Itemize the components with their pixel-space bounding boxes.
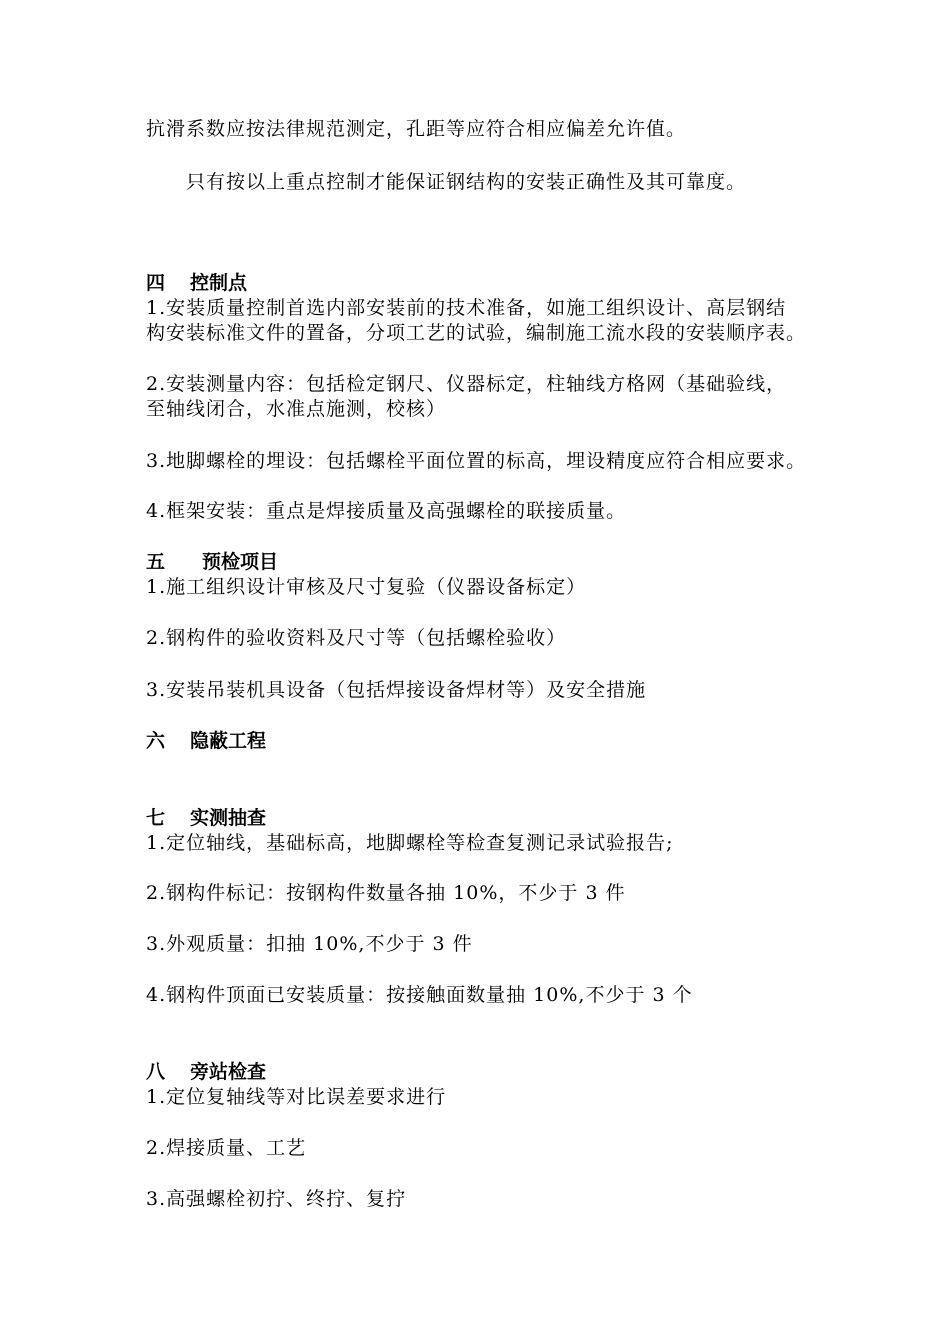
section-7-item-1: 1.定位轴线，基础标高，地脚螺栓等检查复测记录试验报告; xyxy=(146,832,674,854)
section-heading-7 xyxy=(146,806,266,830)
section-4-item-3: 3.地脚螺栓的埋设：包括螺栓平面位置的标高，埋设精度应符合相应要求。 xyxy=(146,450,807,472)
section-title: 预检项目 xyxy=(202,551,279,573)
section-7-item-2: 2.钢构件标记：按钢构件数量各抽 10%，不少于 3 件 xyxy=(146,882,626,904)
section-5-item-3: 3.安装吊装机具设备（包括焊接设备焊材等）及安全措施 xyxy=(146,679,647,701)
section-number: 五 xyxy=(146,551,166,573)
section-number: 四 xyxy=(146,272,166,294)
intro-line-2: 只有按以上重点控制才能保证钢结构的安装正确性及其可靠度。 xyxy=(186,171,747,193)
section-5-item-1: 1.施工组织设计审核及尺寸复验（仪器设备标定） xyxy=(146,576,587,598)
section-heading-8 xyxy=(146,1060,266,1084)
section-number: 七 xyxy=(146,807,166,829)
section-7-item-3: 3.外观质量：扣抽 10%,不少于 3 件 xyxy=(146,933,473,955)
section-heading-4 xyxy=(146,271,247,295)
section-8-item-2: 2.焊接质量、工艺 xyxy=(146,1137,307,1159)
section-4-item-2a: 2.安装测量内容：包括检定钢尺、仪器标定，柱轴线方格网（基础验线， xyxy=(146,373,787,395)
section-7-item-4: 4.钢构件顶面已安装质量：按接触面数量抽 10%,不少于 3 个 xyxy=(146,984,693,1006)
intro-line-1: 抗滑系数应按法律规范测定，孔距等应符合相应偏差允许值。 xyxy=(146,118,687,140)
section-4-item-1a: 1.安装质量控制首选内部安装前的技术准备，如施工组织设计、高层钢结 xyxy=(146,297,787,319)
section-4-item-2b: 至轴线闭合，水准点施测，校核） xyxy=(146,398,447,420)
section-title: 控制点 xyxy=(190,272,248,294)
section-heading-5 xyxy=(146,550,278,574)
section-title: 实测抽查 xyxy=(190,807,267,829)
section-8-item-1: 1.定位复轴线等对比误差要求进行 xyxy=(146,1086,447,1108)
section-heading-6 xyxy=(146,729,266,753)
section-title: 隐蔽工程 xyxy=(190,730,267,752)
section-5-item-2: 2.钢构件的验收资料及尺寸等（包括螺栓验收） xyxy=(146,627,567,649)
section-title: 旁站检查 xyxy=(190,1061,267,1083)
section-4-item-4: 4.框架安装：重点是焊接质量及高强螺栓的联接质量。 xyxy=(146,500,627,522)
section-number: 六 xyxy=(146,730,166,752)
section-4-item-1b: 构安装标准文件的置备，分项工艺的试验，编制施工流水段的安装顺序表。 xyxy=(146,322,807,344)
section-number: 八 xyxy=(146,1061,166,1083)
section-8-item-3: 3.高强螺栓初拧、终拧、复拧 xyxy=(146,1188,407,1210)
